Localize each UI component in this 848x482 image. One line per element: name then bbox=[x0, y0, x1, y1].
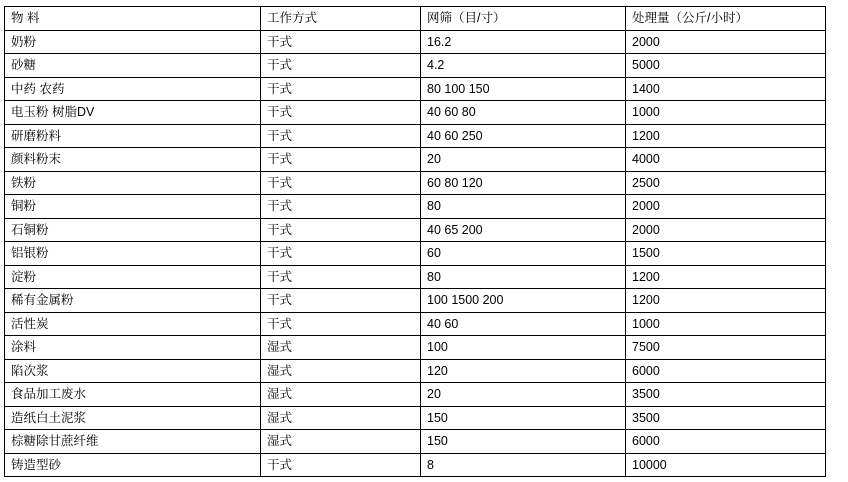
cell-work-mode: 干式 bbox=[261, 289, 421, 313]
cell-work-mode: 湿式 bbox=[261, 359, 421, 383]
cell-capacity: 6000 bbox=[626, 430, 826, 454]
cell-work-mode: 干式 bbox=[261, 30, 421, 54]
cell-capacity: 3500 bbox=[626, 383, 826, 407]
table-row bbox=[5, 124, 826, 148]
cell-mesh: 80 bbox=[421, 195, 626, 219]
cell-material: 活性炭 bbox=[5, 312, 261, 336]
cell-mesh: 20 bbox=[421, 383, 626, 407]
table-row bbox=[5, 171, 826, 195]
cell-mesh: 40 65 200 bbox=[421, 218, 626, 242]
table-row bbox=[5, 195, 826, 219]
cell-capacity: 1500 bbox=[626, 242, 826, 266]
cell-capacity: 2000 bbox=[626, 218, 826, 242]
cell-material: 铸造型砂 bbox=[5, 453, 261, 477]
cell-work-mode: 干式 bbox=[261, 101, 421, 125]
cell-material: 电玉粉 树脂DV bbox=[5, 101, 261, 125]
cell-work-mode: 湿式 bbox=[261, 430, 421, 454]
cell-capacity: 2000 bbox=[626, 30, 826, 54]
table-row bbox=[5, 54, 826, 78]
cell-work-mode: 干式 bbox=[261, 242, 421, 266]
table-row bbox=[5, 218, 826, 242]
cell-work-mode: 干式 bbox=[261, 453, 421, 477]
column-header-work-mode: 工作方式 bbox=[261, 7, 421, 31]
cell-capacity: 6000 bbox=[626, 359, 826, 383]
table-row bbox=[5, 30, 826, 54]
table-row bbox=[5, 430, 826, 454]
cell-mesh: 60 bbox=[421, 242, 626, 266]
cell-mesh: 150 bbox=[421, 430, 626, 454]
cell-material: 研磨粉料 bbox=[5, 124, 261, 148]
cell-mesh: 80 bbox=[421, 265, 626, 289]
cell-capacity: 1000 bbox=[626, 101, 826, 125]
cell-work-mode: 干式 bbox=[261, 312, 421, 336]
cell-work-mode: 干式 bbox=[261, 265, 421, 289]
cell-mesh: 100 bbox=[421, 336, 626, 360]
cell-mesh: 150 bbox=[421, 406, 626, 430]
cell-material: 陷次浆 bbox=[5, 359, 261, 383]
cell-material: 棕糖除甘蔗纤维 bbox=[5, 430, 261, 454]
table-row bbox=[5, 289, 826, 313]
cell-capacity: 10000 bbox=[626, 453, 826, 477]
cell-mesh: 16.2 bbox=[421, 30, 626, 54]
cell-mesh: 40 60 250 bbox=[421, 124, 626, 148]
cell-material: 涂料 bbox=[5, 336, 261, 360]
cell-mesh: 4.2 bbox=[421, 54, 626, 78]
table-row bbox=[5, 383, 826, 407]
cell-material: 淀粉 bbox=[5, 265, 261, 289]
cell-work-mode: 干式 bbox=[261, 218, 421, 242]
table-row bbox=[5, 312, 826, 336]
cell-material: 铁粉 bbox=[5, 171, 261, 195]
table-row bbox=[5, 101, 826, 125]
cell-capacity: 4000 bbox=[626, 148, 826, 172]
cell-mesh: 8 bbox=[421, 453, 626, 477]
cell-mesh: 60 80 120 bbox=[421, 171, 626, 195]
cell-work-mode: 干式 bbox=[261, 171, 421, 195]
table-row bbox=[5, 242, 826, 266]
cell-work-mode: 湿式 bbox=[261, 336, 421, 360]
cell-material: 食品加工废水 bbox=[5, 383, 261, 407]
column-header-capacity: 处理量（公斤/小时） bbox=[626, 7, 826, 31]
cell-capacity: 2000 bbox=[626, 195, 826, 219]
cell-mesh: 40 60 bbox=[421, 312, 626, 336]
table-row bbox=[5, 148, 826, 172]
cell-capacity: 1400 bbox=[626, 77, 826, 101]
cell-material: 铝银粉 bbox=[5, 242, 261, 266]
cell-work-mode: 干式 bbox=[261, 195, 421, 219]
table-row bbox=[5, 77, 826, 101]
cell-material: 铜粉 bbox=[5, 195, 261, 219]
cell-work-mode: 干式 bbox=[261, 77, 421, 101]
cell-work-mode: 湿式 bbox=[261, 383, 421, 407]
cell-capacity: 1200 bbox=[626, 124, 826, 148]
cell-capacity: 1000 bbox=[626, 312, 826, 336]
cell-mesh: 100 1500 200 bbox=[421, 289, 626, 313]
table-row bbox=[5, 453, 826, 477]
cell-mesh: 80 100 150 bbox=[421, 77, 626, 101]
cell-material: 稀有金属粉 bbox=[5, 289, 261, 313]
cell-capacity: 5000 bbox=[626, 54, 826, 78]
cell-material: 石铜粉 bbox=[5, 218, 261, 242]
cell-material: 颜料粉末 bbox=[5, 148, 261, 172]
cell-material: 砂糖 bbox=[5, 54, 261, 78]
cell-material: 中药 农药 bbox=[5, 77, 261, 101]
table-body bbox=[5, 7, 826, 477]
cell-capacity: 7500 bbox=[626, 336, 826, 360]
cell-work-mode: 干式 bbox=[261, 54, 421, 78]
material-specs-table bbox=[4, 6, 826, 477]
column-header-material: 物 料 bbox=[5, 7, 261, 31]
cell-work-mode: 湿式 bbox=[261, 406, 421, 430]
cell-capacity: 3500 bbox=[626, 406, 826, 430]
cell-capacity: 1200 bbox=[626, 265, 826, 289]
cell-material: 奶粉 bbox=[5, 30, 261, 54]
cell-capacity: 2500 bbox=[626, 171, 826, 195]
column-header-mesh: 网筛（目/寸） bbox=[421, 7, 626, 31]
cell-work-mode: 干式 bbox=[261, 124, 421, 148]
cell-mesh: 40 60 80 bbox=[421, 101, 626, 125]
cell-material: 造纸白土泥浆 bbox=[5, 406, 261, 430]
cell-capacity: 1200 bbox=[626, 289, 826, 313]
table-header-row bbox=[5, 7, 826, 31]
cell-work-mode: 干式 bbox=[261, 148, 421, 172]
table-row bbox=[5, 359, 826, 383]
table-row bbox=[5, 265, 826, 289]
cell-mesh: 20 bbox=[421, 148, 626, 172]
cell-mesh: 120 bbox=[421, 359, 626, 383]
table-row bbox=[5, 406, 826, 430]
table-row bbox=[5, 336, 826, 360]
